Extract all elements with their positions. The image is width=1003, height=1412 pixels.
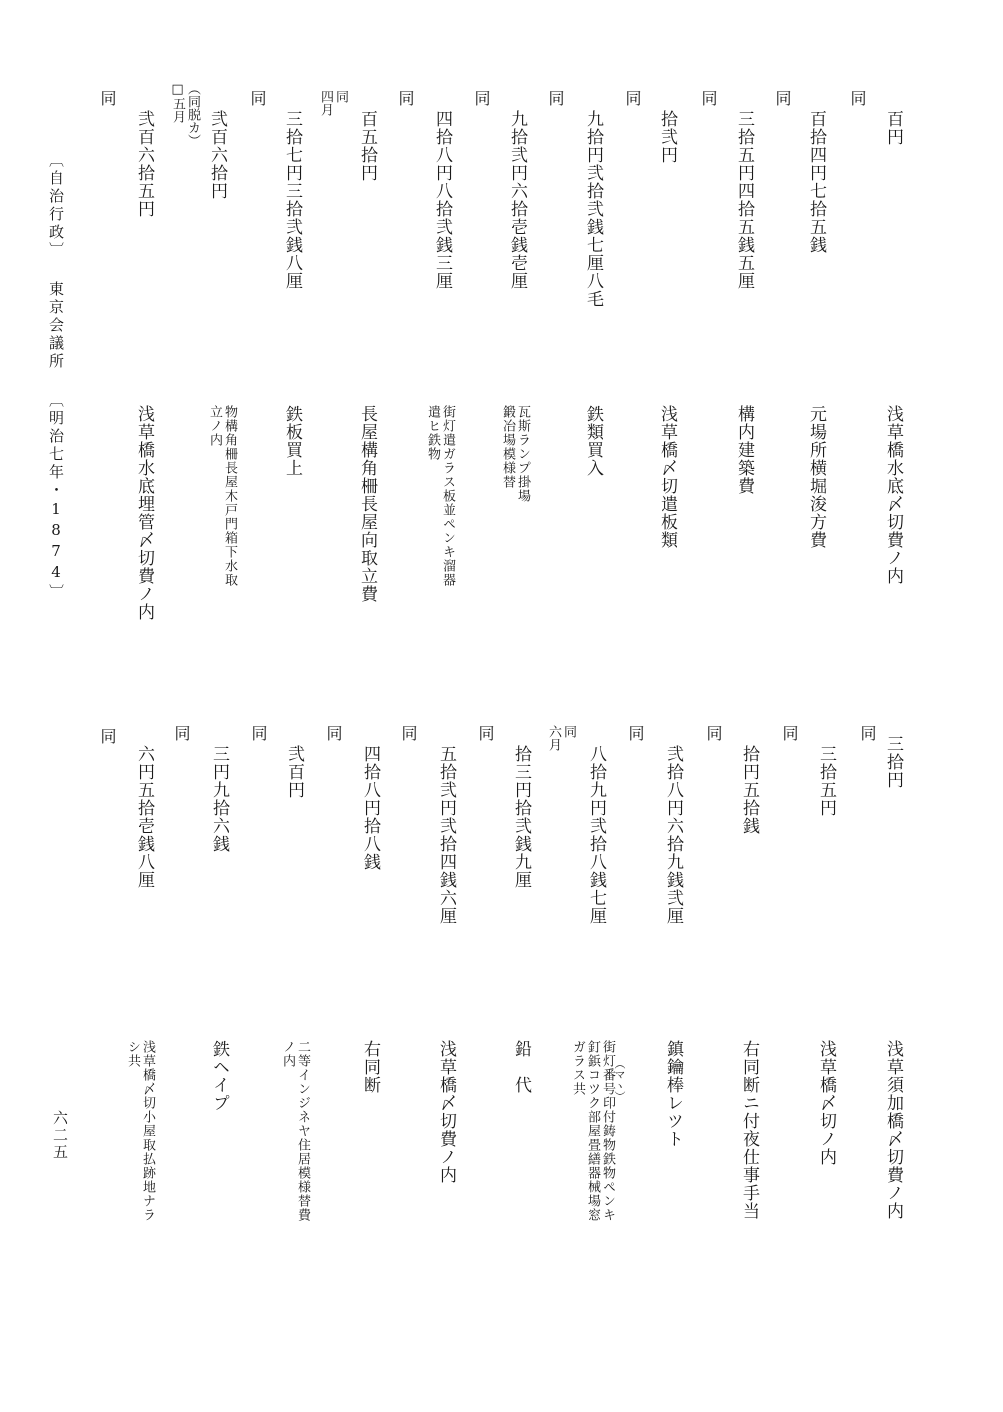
top-entry-4-date: 同 [699,90,718,106]
bottom-entry-6-desc: 鉛 代 [511,1040,531,1094]
bottom-entry-5-date: 同 [626,725,645,741]
bottom-entry-3-date: 同 [780,725,799,741]
bottom-entry-10-amount: 三円九拾六銭 [209,745,229,853]
bottom-entry-8-date: 同 [399,725,418,741]
bottom-entry-3-amount: 拾円五拾銭 [739,745,759,835]
page-number: 六二五 [51,1110,69,1161]
top-entry-1-desc: 浅草橋水底〆切費ノ内 [883,405,903,585]
top-entry-1-amount: 百円 [883,110,903,146]
bottom-entry-7-date: 同 [476,725,495,741]
bottom-entry-2-desc: 浅草橋〆切ノ内 [816,1040,836,1166]
top-entry-7-date: 同 [472,90,491,106]
top-entry-10-date: 同 [248,90,267,106]
bottom-entry-9-amount: 弐百円 [284,745,304,799]
bottom-entry-1-amount: 三拾円 [883,735,903,789]
top-entry-2-amount: 百拾四円七拾五銭 [806,110,826,254]
bottom-entry-9-date: 同 [324,725,343,741]
bottom-entry-8-desc: 右同断 [360,1040,380,1094]
top-entry-8-date: 同 [396,90,415,106]
top-entry-2-desc: 元場所横堀浚方費 [806,405,826,549]
top-entry-2-date: 同 [848,90,867,106]
top-entry-9-amount: 三拾七円三拾弐銭八厘 [282,110,302,290]
bottom-entry-1-desc: 浅草須加橋〆切費ノ内 [883,1040,903,1220]
bottom-entry-11-date: 同 [172,725,191,741]
top-entry-3-amount: 三拾五円四拾五銭五厘 [734,110,754,290]
bottom-entry-2-date: 同 [858,725,877,741]
top-entry-11-desc: 浅草橋水底埋管〆切費ノ内 [134,405,154,621]
top-entry-6-desc: 瓦斯ランプ掛場 鍛冶場模様替 [500,405,530,503]
bottom-entry-4-desc: 鎮鑰棒レツト [663,1040,683,1148]
bottom-entry-2-amount: 三拾五円 [816,745,836,817]
bottom-entry-9-desc: 二等インジネヤ住居模様替費 ノ内 [280,1040,310,1222]
top-entry-3-desc: 構内建築費 [734,405,754,495]
bottom-trailing-same: 同 [98,728,117,744]
bottom-entry-7-amount: 五拾弐円弐拾四銭六厘 [436,745,456,925]
bottom-entry-5-mama: （マヽ） [613,1058,626,1102]
top-entry-4-amount: 拾弐円 [657,110,677,164]
top-entry-6-amount: 九拾弐円六拾壱銭壱厘 [507,110,527,290]
top-entry-10-note: （同脱カ） □五月 [170,82,200,147]
top-entry-8-desc: 長屋構角柵長屋向取立費 [357,405,377,603]
bottom-entry-5-desc: 街灯番号印付鋳物鉄物ペンキ 釘鋲コツク部屋畳繕器械場窓 ガラス共 [570,1040,615,1222]
top-entry-11-amount: 弐百六拾五円 [134,110,154,218]
bottom-entry-11-amount: 六円五拾壱銭八厘 [134,745,154,889]
bottom-entry-3-desc: 右同断ニ付夜仕事手当 [739,1040,759,1220]
top-entry-4-desc: 浅草橋〆切遣板類 [657,405,677,549]
bottom-entry-10-date: 同 [249,725,268,741]
running-head: 〔自治行政〕 東京会議所 〔明治七年・1874〕 [47,152,65,602]
top-entry-10-desc: 物構角柵長屋木戸門箱下水取 立ノ内 [207,405,237,587]
top-entry-9-desc: 鉄板買上 [282,405,302,477]
top-entry-7-amount: 四拾八円八拾弐銭三厘 [432,110,452,290]
bottom-entry-8-amount: 四拾八円拾八銭 [360,745,380,871]
top-entry-11-date: 同 [98,90,117,106]
bottom-entry-11-desc: 浅草橋〆切小屋取払跡地ナラ シ共 [125,1040,155,1222]
top-entry-7-desc: 街灯遣ガラス板並ペンキ溜器 遣ヒ鉄物 [425,405,455,587]
bottom-entry-6-amount: 拾三円拾弐銭九厘 [511,745,531,889]
bottom-entry-5-amount: 八拾九円弐拾八銭七厘 [586,745,606,925]
top-entry-5-desc: 鉄類買入 [583,405,603,477]
bottom-entry-4-amount: 弐拾八円六拾九銭弐厘 [663,745,683,925]
top-entry-5-amount: 九拾円弐拾弐銭七厘八毛 [583,110,603,308]
bottom-entry-7-desc: 浅草橋〆切費ノ内 [436,1040,456,1184]
bottom-entry-4-date: 同 [704,725,723,741]
top-entry-10-amount: 弐百六拾円 [207,110,227,200]
bottom-entry-6-date: 同 六月 [546,725,576,751]
top-entry-9-date: 同 四月 [318,90,348,116]
top-entry-6-date: 同 [546,90,565,106]
bottom-entry-10-desc: 鉄ヘイプ [209,1040,229,1112]
top-entry-8-amount: 百五拾円 [357,110,377,182]
top-entry-5-date: 同 [623,90,642,106]
top-entry-3-date: 同 [773,90,792,106]
